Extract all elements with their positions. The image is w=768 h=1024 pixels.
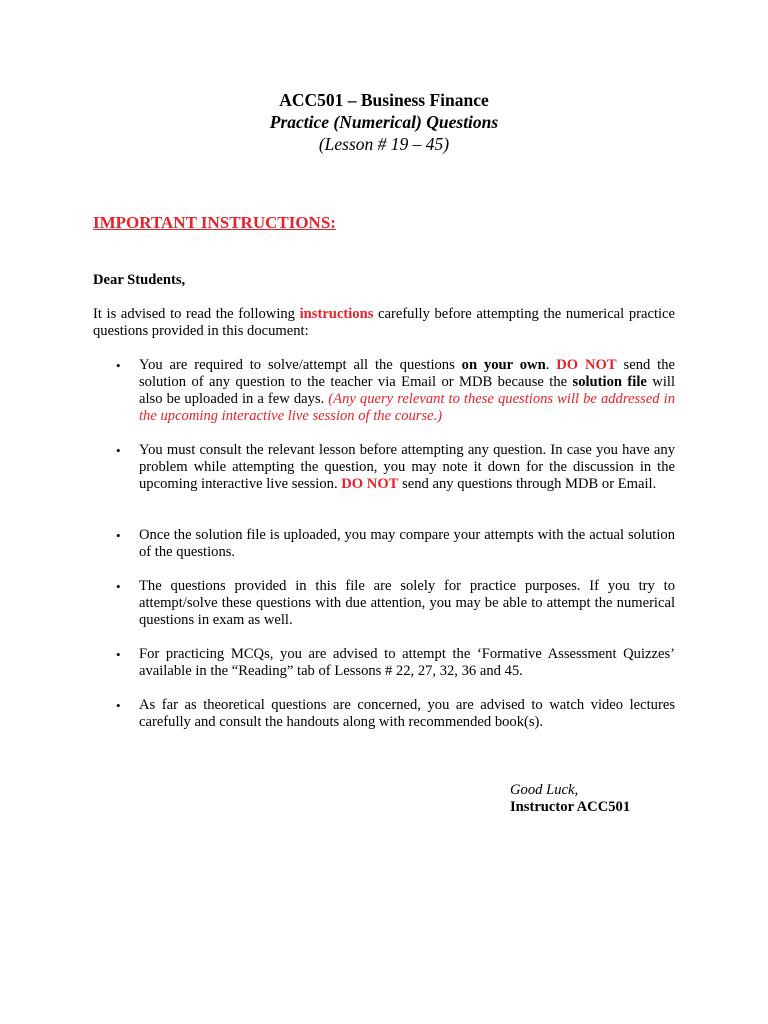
list-item	[93, 697, 675, 731]
important-instructions-heading: IMPORTANT INSTRUCTIONS:	[93, 213, 336, 232]
intro-text-before: It is advised to read the following	[93, 306, 300, 322]
bullet-warning: DO NOT	[341, 476, 399, 492]
document-subtitle: Practice (Numerical) Questions	[269, 112, 499, 132]
document-title: ACC501 – Business Finance	[279, 90, 489, 110]
bullet-icon: •	[116, 528, 121, 543]
list-item	[93, 646, 675, 697]
bullet-icon: •	[116, 579, 121, 594]
document-header	[0, 89, 768, 155]
list-item	[93, 442, 675, 527]
bullet-text: The questions provided in this file are solely for practice purposes. If you try to attempt/solve these questions with due attention, you may be able to attempt the numerical questions in exam as well.	[139, 578, 675, 628]
bullet-text: You must consult the relevant lesson before attempting any question. In case you have any problem while attempting the question, you may note it down for the discussion in the upcoming interactive live session.	[139, 442, 675, 492]
bullet-icon: •	[116, 443, 121, 458]
bullet-text: will also be uploaded in a few days.	[139, 374, 675, 407]
bullet-icon: •	[116, 358, 121, 373]
bullet-icon: •	[116, 698, 121, 713]
bullet-text: send any questions through MDB or Email.	[398, 476, 657, 492]
bullet-emphasis: on your own	[461, 357, 546, 373]
bullet-icon: •	[116, 647, 121, 662]
intro-paragraph	[93, 306, 675, 340]
bullet-text: send the solution of any question to the teacher via Email or MDB because the	[139, 357, 675, 390]
intro-text-after: carefully before attempting the numerical practice questions provided in this document:	[93, 306, 676, 339]
list-item	[93, 527, 675, 578]
greeting: Dear Students,	[93, 272, 186, 288]
bullet-text: You are required to solve/attempt all the questions	[139, 357, 462, 373]
bullet-text: .	[545, 357, 557, 373]
intro-highlight: instructions	[299, 306, 374, 322]
bullet-emphasis: solution file	[572, 374, 647, 390]
list-item	[93, 578, 675, 646]
bullet-text: Once the solution file is uploaded, you may compare your attempts with the actual solution of the questions.	[139, 527, 675, 560]
bullet-note: (Any query relevant to these questions will be addressed in the upcoming interactive live session of the course.)	[139, 391, 675, 424]
bullet-text: As far as theoretical questions are concerned, you are advised to watch video lectures carefully and consult the handouts along with recommended book(s).	[139, 697, 675, 730]
signoff	[510, 782, 630, 816]
signature-text: Instructor ACC501	[510, 799, 631, 815]
bullet-warning: DO NOT	[556, 357, 617, 373]
bullet-text: For practicing MCQs, you are advised to attempt the ‘Formative Assessment Quizzes’ available in the “Reading” tab of Lessons # 22, 27, 32, 36 and 45.	[139, 646, 675, 679]
instruction-list	[93, 357, 675, 731]
closing-text: Good Luck,	[510, 782, 579, 798]
list-item	[93, 357, 675, 442]
lesson-range: (Lesson # 19 – 45)	[318, 134, 450, 154]
